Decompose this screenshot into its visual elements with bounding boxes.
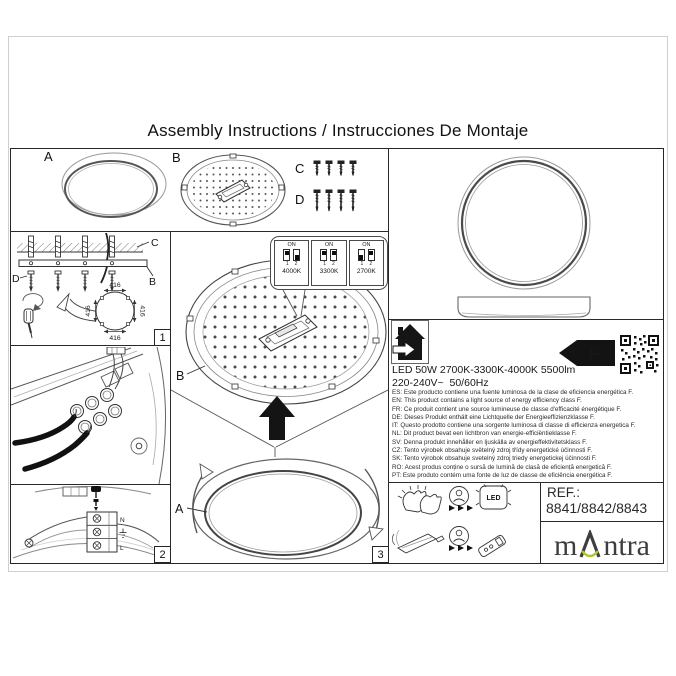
clap-hands-icon	[398, 485, 441, 514]
divider-views-energy	[388, 319, 663, 320]
language-note: FR: Ce produit contient une source lumineuse de classe d'efficacité énergétique F.	[392, 405, 622, 413]
part-c-label: C	[295, 161, 305, 176]
dip-switch-2	[368, 249, 375, 261]
lamp-cover-drawing	[193, 459, 379, 559]
terminal-block	[71, 389, 122, 434]
step3-b-label: B	[176, 369, 185, 383]
step3-a-label: A	[175, 502, 184, 516]
svg-text:LED: LED	[486, 495, 501, 502]
part-a-label: A	[44, 149, 53, 164]
kelvin-label: 4000K	[282, 268, 302, 275]
power-cable	[15, 417, 74, 443]
led-on-icon	[476, 485, 511, 510]
dip-on-label: ON	[362, 242, 371, 248]
step2-terminal-diagram	[11, 486, 170, 563]
connector-plug	[107, 347, 125, 354]
language-note: PT: Este produto contém uma fonte de luz de classe de eficiência energética F.	[392, 471, 613, 479]
cable-clamp	[63, 487, 87, 496]
dim-bottom: 416	[109, 335, 121, 342]
dip-switch-block-4000k: ON 1 2 4000K	[274, 240, 309, 286]
sound-control-icon	[450, 527, 469, 546]
qr-code	[620, 335, 659, 374]
language-note: DE: Dieses Produkt enthält eine Lichtquelle der Energieeffizienzklasse F.	[392, 413, 595, 421]
mounting-bar	[19, 260, 147, 267]
terminal-strip	[87, 512, 117, 552]
language-note: IT: Questo prodotto contiene una sorgente luminosa di classe di efficienza energetica F.	[392, 422, 636, 430]
dim-right: 416	[138, 305, 146, 317]
step1-b-label: B	[149, 276, 157, 288]
brand-lamp-icon	[578, 530, 602, 560]
energy-class-letter: F	[588, 344, 600, 365]
language-note: EN: This product contains a light source of energy efficiency class F.	[392, 397, 582, 405]
brand-letter-m: m	[554, 529, 578, 562]
ref-numbers: 8841/8842/8843	[546, 500, 648, 516]
terminal-l-label: L	[120, 545, 124, 552]
part-a-lamp-drawing	[54, 150, 172, 228]
terminal-n-label: N	[120, 517, 125, 524]
step3-badge: 3	[372, 546, 389, 563]
dip-switch-block-2700k: ON 1 2 2700K	[349, 240, 384, 286]
screwdriver-icon	[23, 294, 43, 338]
remote-control-icon	[477, 534, 506, 557]
part-b-label: B	[172, 150, 181, 165]
dip-switch-1	[358, 249, 365, 261]
turn-arrow	[57, 294, 101, 321]
part-b-plate-drawing	[178, 152, 288, 228]
screwdriver-icon-small	[91, 486, 101, 511]
drill-template	[85, 282, 146, 342]
step1-d-label: D	[12, 273, 20, 285]
step2-badge: 2	[154, 546, 171, 563]
dip-on-label: ON	[287, 242, 296, 248]
dip-switch-1	[320, 249, 327, 261]
language-note: CZ: Tento výrobek obsahuje světelný zdroj třídy energetické účinnosti F.	[392, 447, 593, 455]
brand-letters-ntra: ntra	[603, 529, 650, 562]
step1-badge: 1	[154, 329, 171, 346]
brand-logo	[541, 524, 663, 562]
language-note: SK: Tento výrobok obsahuje svetelný zdroj triedy energetickej účinnosti F.	[392, 455, 597, 463]
dip-switch-2	[293, 249, 300, 261]
language-note: NL: Dit product bevat een lichtbron van energie-efficiëntieklasse F.	[392, 430, 577, 438]
language-note: SV: Denna produkt innehåller en ljuskälla av energieffektivitetsklass F.	[392, 438, 587, 446]
step1-diagram	[11, 233, 170, 345]
kelvin-label: 2700K	[356, 268, 376, 275]
dip-switch-block-3300k: ON 1 2 3300K	[311, 240, 346, 286]
part-d-label: D	[295, 192, 305, 207]
ref-label: REF.:	[547, 485, 581, 500]
part-c-screws	[312, 160, 362, 178]
spec-line-1: LED 50W 2700K-3300K-4000K 5500lm	[392, 364, 576, 376]
page-title: Assembly Instructions / Instrucciones De Montaje	[147, 121, 529, 140]
dip-on-label: ON	[324, 242, 334, 248]
dip-switch-2	[330, 249, 337, 261]
kelvin-label: 3300K	[319, 268, 339, 275]
part-d-screws	[312, 189, 362, 215]
house-energy-icon	[391, 320, 429, 364]
language-notes	[392, 389, 662, 480]
language-note: RO: Acest produs conține o sursă de lumină de clasă de eficiență energetică F.	[392, 463, 612, 471]
language-note: ES: Este producto contiene una fuente luminosa de la clase de eficiencia energética F.	[392, 389, 634, 396]
spec-line-2: 220-240V~ 50/60Hz	[392, 377, 489, 389]
energy-class-arrow	[556, 337, 618, 369]
sequence-arrows	[449, 545, 473, 551]
dim-left: 416	[85, 305, 92, 317]
step2-wiring-diagram	[11, 347, 170, 484]
divider-ref-brand	[540, 521, 663, 522]
dip-switch-1	[283, 249, 290, 261]
product-views-drawing	[390, 150, 664, 319]
step1-c-label: C	[151, 237, 159, 249]
sound-control-icon	[450, 487, 469, 506]
sequence-arrows	[449, 505, 473, 511]
dip-switch-callout	[270, 236, 388, 290]
led-strip-icon	[392, 530, 444, 553]
control-pictograms	[392, 484, 538, 562]
dim-top: 416	[109, 282, 121, 289]
